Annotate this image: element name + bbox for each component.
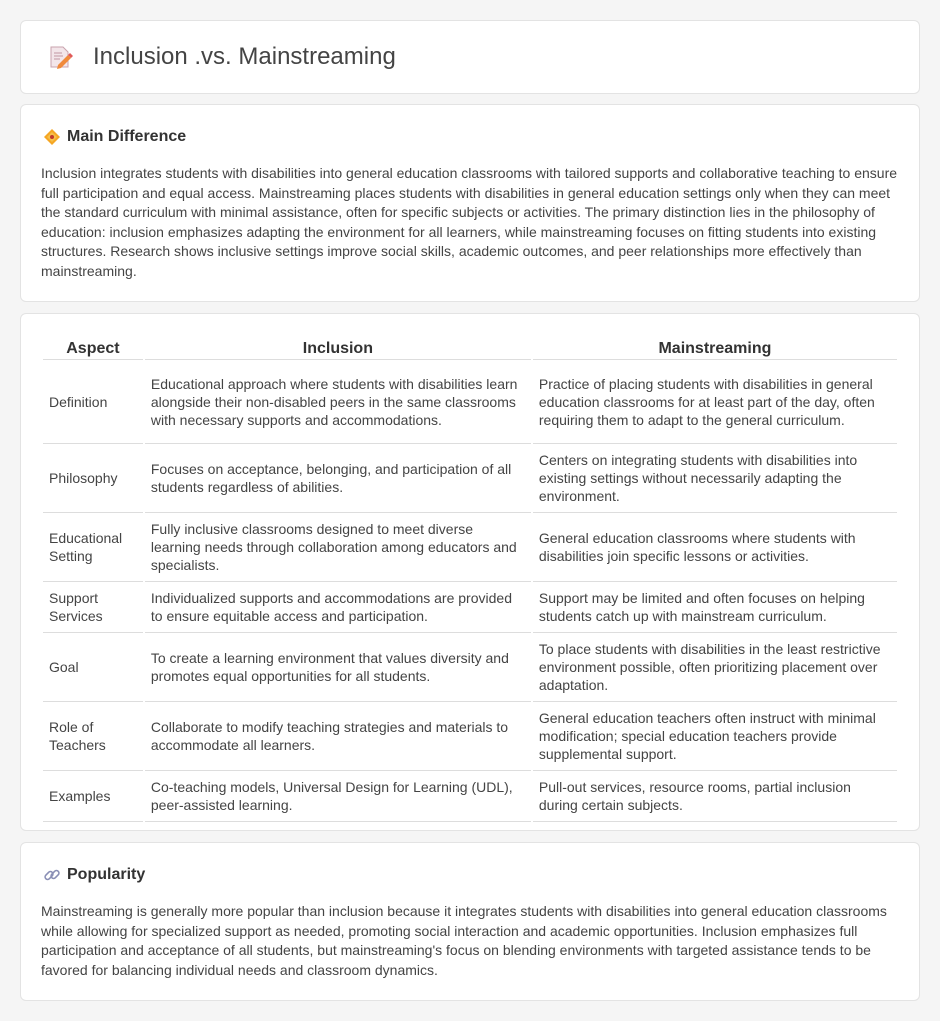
header-aspect: Aspect — [43, 336, 143, 360]
table-header-row — [43, 336, 897, 360]
table-row — [43, 582, 897, 633]
popularity-text: Mainstreaming is generally more popular than inclusion because it integrates students with disabilities into general education classrooms while allowing for specialized support as needed, promoting social interaction and academic opportunities. Inclusion emphasizes full participation and acceptance of all students, but mainstreaming's focus on blending environments with targeted assistance tends to be favored for balancing individual needs and classroom dynamics. — [41, 903, 887, 978]
diamond-sign-icon — [43, 128, 61, 146]
main-difference-text: Inclusion integrates students with disabilities into general education classrooms with tailored supports and collaborative teaching to ensure full participation and equal access. Mainstreaming places students with disabilities in general education settings only when they can meet the standard curriculum with minimal assistance, often for specific subjects or activities. The primary distinction lies in the philosophy of education: inclusion emphasizes adapting the environment for all learners, while mainstreaming focuses on fitting students into existing structures. Research shows inclusive settings improve social skills, academic outcomes, and peer relationships more effectively than mainstreaming. — [41, 165, 898, 279]
mainstreaming-cell: Practice of placing students with disabilities in general education classrooms for at least part of the day, often requiring them to adapt to the general curriculum. — [533, 360, 897, 444]
aspect-cell: Goal — [43, 633, 143, 702]
header-inclusion: Inclusion — [145, 336, 531, 360]
header-mainstreaming: Mainstreaming — [533, 336, 897, 360]
table-row — [43, 702, 897, 771]
main-difference-card — [20, 104, 920, 302]
mainstreaming-cell: Pull-out services, resource rooms, partial inclusion during certain subjects. — [533, 771, 897, 822]
mainstreaming-cell: General education teachers often instruct with minimal modification; special education teachers provide supplemental support. — [533, 702, 897, 771]
inclusion-cell: Educational approach where students with disabilities learn alongside their non-disabled peers in the same classrooms with necessary supports and accommodations. — [145, 360, 531, 444]
popularity-header — [43, 866, 145, 884]
popularity-heading: Popularity — [67, 866, 146, 883]
inclusion-cell: Collaborate to modify teaching strategies and materials to accommodate all learners. — [145, 702, 531, 771]
popularity-card — [20, 842, 920, 1001]
pencil-document-icon — [47, 44, 73, 70]
table-row — [43, 444, 897, 513]
inclusion-cell: To create a learning environment that values diversity and promotes equal opportunities for all students. — [145, 633, 531, 702]
inclusion-cell: Focuses on acceptance, belonging, and participation of all students regardless of abilities. — [145, 444, 531, 513]
inclusion-cell: Co-teaching models, Universal Design for Learning (UDL), peer-assisted learning. — [145, 771, 531, 822]
inclusion-cell: Individualized supports and accommodations are provided to ensure equitable access and participation. — [145, 582, 531, 633]
table-row — [43, 633, 897, 702]
mainstreaming-cell: General education classrooms where students with disabilities join specific lessons or activities. — [533, 513, 897, 582]
aspect-cell: Educational Setting — [43, 513, 143, 582]
main-difference-heading: Main Difference — [67, 128, 187, 145]
main-difference-header — [43, 128, 186, 146]
aspect-cell: Definition — [43, 360, 143, 444]
aspect-cell: Role of Teachers — [43, 702, 143, 771]
inclusion-cell: Fully inclusive classrooms designed to meet diverse learning needs through collaboration among educators and specialists. — [145, 513, 531, 582]
link-icon — [43, 866, 61, 884]
aspect-cell: Examples — [43, 771, 143, 822]
mainstreaming-cell: Support may be limited and often focuses on helping students catch up with mainstream curriculum. — [533, 582, 897, 633]
aspect-cell: Support Services — [43, 582, 143, 633]
comparison-table — [41, 336, 899, 822]
table-row — [43, 771, 897, 822]
title-card — [20, 20, 920, 94]
table-row — [43, 513, 897, 582]
table-row — [43, 360, 897, 444]
page-title: Inclusion .vs. Mainstreaming — [93, 43, 396, 70]
aspect-cell: Philosophy — [43, 444, 143, 513]
mainstreaming-cell: Centers on integrating students with disabilities into existing settings without necessarily adapting the environment. — [533, 444, 897, 513]
mainstreaming-cell: To place students with disabilities in the least restrictive environment possible, often prioritizing placement over adaptation. — [533, 633, 897, 702]
comparison-card — [20, 313, 920, 831]
